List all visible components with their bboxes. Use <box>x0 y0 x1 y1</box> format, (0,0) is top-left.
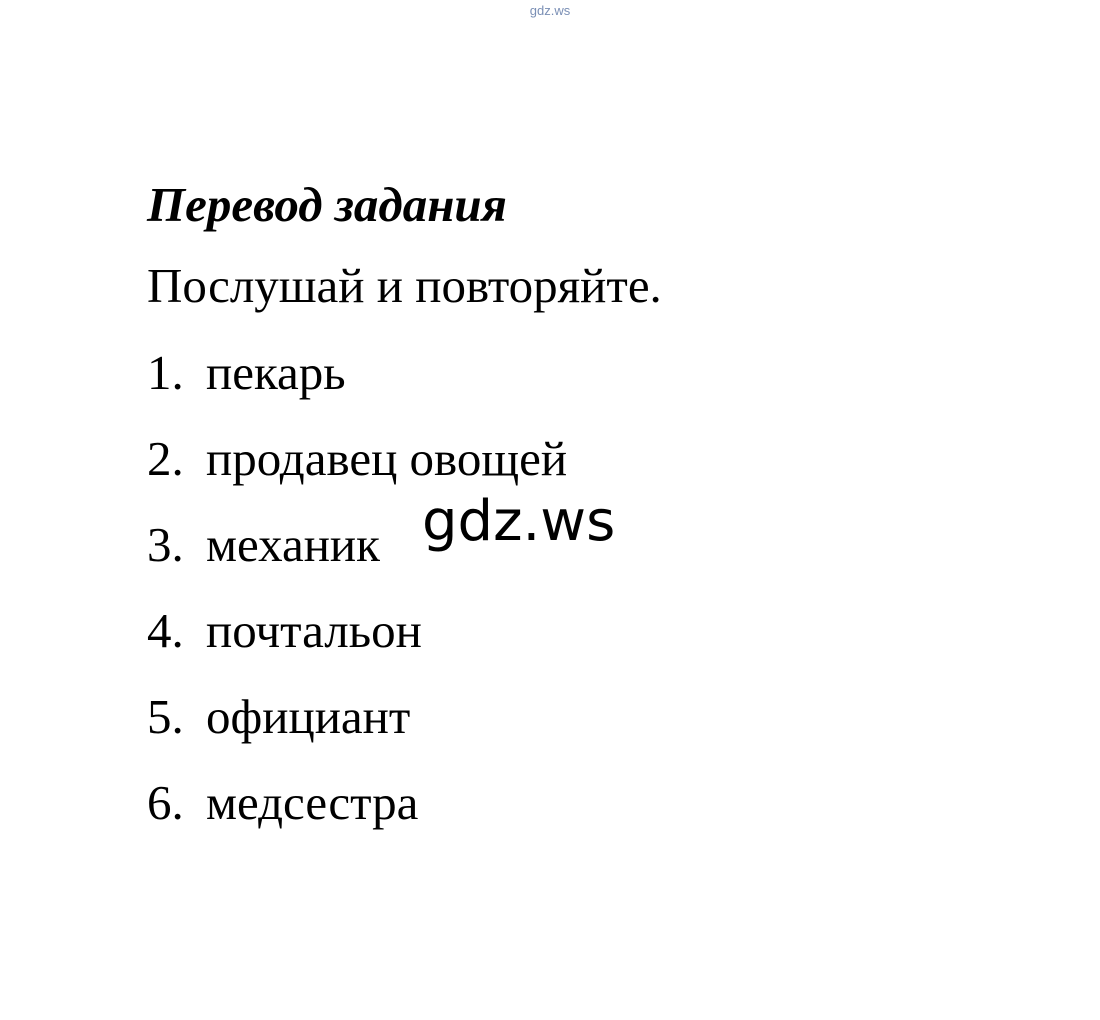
item-text: почтальон <box>206 603 422 658</box>
top-watermark: gdz.ws <box>529 3 571 18</box>
item-text: продавец овощей <box>206 431 568 486</box>
item-text: пекарь <box>206 345 346 400</box>
item-number: 6. <box>147 775 184 830</box>
list-item <box>147 760 1047 846</box>
item-text: официант <box>206 689 411 744</box>
list-item <box>147 330 1047 416</box>
item-number: 5. <box>147 689 184 744</box>
page-title: Перевод задания <box>147 177 507 232</box>
instruction-text: Послушай и повторяйте. <box>147 258 662 313</box>
item-number: 2. <box>147 431 184 486</box>
word-list <box>147 330 1047 846</box>
center-watermark: gdz.ws <box>422 489 616 554</box>
item-number: 3. <box>147 517 184 572</box>
item-number: 1. <box>147 345 184 400</box>
item-text: медсестра <box>206 775 419 830</box>
item-number: 4. <box>147 603 184 658</box>
list-item <box>147 588 1047 674</box>
list-item <box>147 674 1047 760</box>
item-text: механик <box>206 517 380 572</box>
